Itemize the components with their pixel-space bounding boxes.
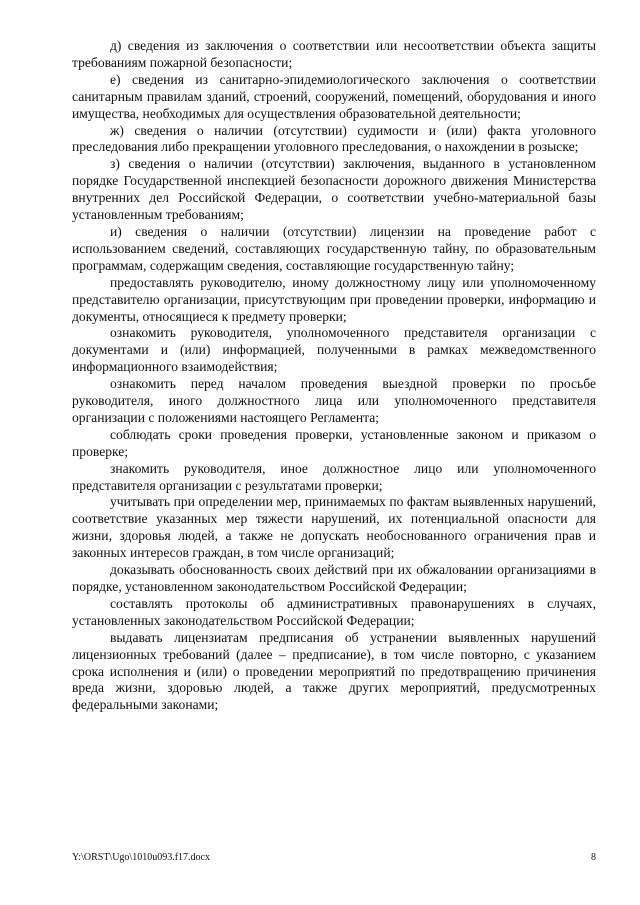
footer-file-path: Y:\ORST\Ugo\1010u093.f17.docx [72, 852, 210, 863]
paragraph-share-results: знакомить руководителя, иное должностное лицо или уполномоченного представителя организации с результатами проверки; [72, 460, 596, 493]
paragraph-prove-validity: доказывать обоснованность своих действий при их обжаловании организациями в порядке, установленном законодательством Российской Федерации; [72, 562, 596, 594]
paragraph-issue-orders: выдавать лицензиатам предписания об устранении выявленных нарушений лицензионных требований (далее – предписание), в том числе повторно, с указанием срока исполнения и (или) о проведении мероприятий по предотвращению причинения вреда жизни, здоровью людей, а также других мероприятий, предусмотренных федеральными законами; [72, 629, 596, 713]
paragraph-zh: ж) сведения о наличии (отсутствии) судимости и (или) факта уголовного преследования либо прекращении уголовного преследования, о нахождении в розыске; [72, 122, 596, 155]
paragraph-provide-info: предоставлять руководителю, иному должностному лицу или уполномоченному представителю организации, присутствующим при проведении проверки, информацию и документы, относящиеся к предмету проверки; [72, 274, 596, 324]
paragraph-familiarize-documents: ознакомить руководителя, уполномоченного представителя организации с документами и (или) информацией, полученными в рамках межведомственного информационного взаимодействия; [72, 325, 596, 375]
paragraph-z: з) сведения о наличии (отсутствии) заключения, выданного в установленном порядке Государственной инспекцией безопасности дорожного движения Министерства внутренних дел Российской Федерации, о соответствии учебно-материальной базы установленным требованиям; [72, 156, 596, 223]
paragraph-observe-terms: соблюдать сроки проведения проверки, установленные законом и приказом о проверке; [72, 426, 596, 459]
footer-page-number: 8 [591, 852, 596, 863]
document-body [72, 38, 596, 714]
paragraph-d: д) сведения из заключения о соответствии или несоответствии объекта защиты требованиям пожарной безопасности; [72, 38, 596, 70]
paragraph-draw-protocols: составлять протоколы об административных правонарушениях в случаях, установленных законодательством Российской Федерации; [72, 595, 596, 628]
paragraph-i: и) сведения о наличии (отсутствии) лицензии на проведение работ с использованием сведений, составляющих государственную тайну, по образовательным программам, содержащим сведения, составляющие государственную тайну; [72, 223, 596, 273]
paragraph-familiarize-regulation: ознакомить перед началом проведения выездной проверки по просьбе руководителя, иного должностного лица или уполномоченного представителя организации с положениями настоящего Регламента; [72, 376, 596, 425]
paragraph-consider-measures: учитывать при определении мер, принимаемых по фактам выявленных нарушений, соответствие указанных мер тяжести нарушений, их потенциальной опасности для жизни, здоровья людей, а также не допускать необоснованного ограничения прав и законных интересов граждан, в том числе организаций; [72, 494, 596, 561]
paragraph-e: е) сведения из санитарно-эпидемиологического заключения о соответствии санитарным правилам зданий, строений, сооружений, помещений, оборудования и иного имущества, необходимых для осуществления образовательной деятельности; [72, 71, 596, 121]
page-footer [72, 852, 596, 866]
